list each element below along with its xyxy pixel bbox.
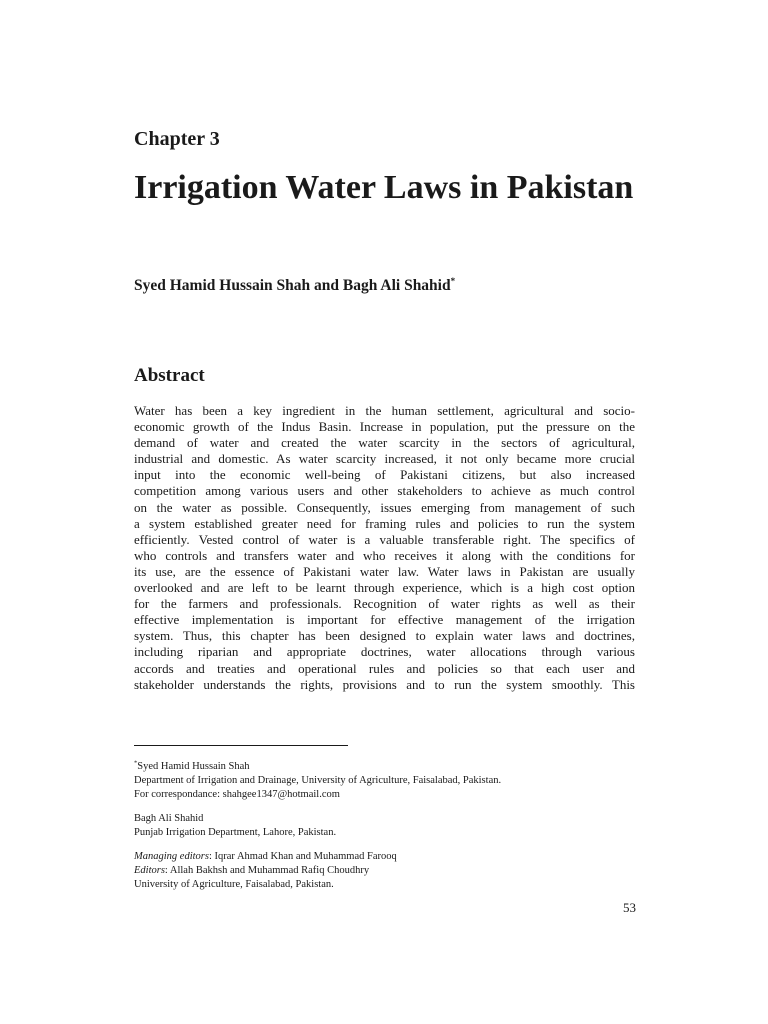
footnotes — [134, 760, 654, 892]
footnote-author1-affiliation: Department of Irrigation and Drainage, University of Agriculture, Faisalabad, Pakistan. — [134, 775, 502, 786]
footnote-author1-name: Syed Hamid Hussain Shah — [137, 761, 250, 772]
footnote-marker: * — [134, 759, 138, 767]
abstract-line: efficiently. Vested control of water is a valuable transferable right. The specifics of — [134, 531, 635, 547]
footnote-author2-affiliation: Punjab Irrigation Department, Lahore, Pakistan. — [134, 827, 337, 838]
abstract-line: Water has been a key ingredient in the human settlement, agricultural and socio- — [134, 403, 635, 418]
footnote-institution: University of Agriculture, Faisalabad, Pakistan. — [134, 879, 334, 890]
footnote-editors — [134, 864, 654, 878]
abstract-line: including riparian and appropriate doctrines, water allocations through various — [134, 644, 635, 660]
footnote-managing-editors — [134, 850, 654, 864]
footnote-divider — [134, 745, 348, 746]
footnote-author1-contact: For correspondance: shahgee1347@hotmail.com — [134, 789, 340, 800]
abstract-line: a system established greater need for framing rules and policies to run the system — [134, 515, 635, 531]
page-number: 53 — [623, 900, 636, 915]
authors-names: Syed Hamid Hussain Shah and Bagh Ali Shahid — [134, 277, 451, 294]
chapter-title: Irrigation Water Laws in Pakistan — [134, 169, 634, 206]
footnote-spacer — [134, 840, 654, 850]
abstract-line: system. Thus, this chapter has been designed to explain water laws and doctrines, — [134, 628, 635, 644]
authors-footnote-marker: * — [450, 275, 456, 286]
abstract-line: stakeholder understands the rights, provisions and to run the system smoothly. This — [134, 676, 635, 692]
abstract-line: who controls and transfers water and who receives it along with the conditions for — [134, 547, 635, 563]
abstract-line: its use, are the essence of Pakistani water law. Water laws in Pakistan are usually — [134, 563, 635, 579]
abstract-line: overlooked and are left to be learnt through experience, which is a high cost option — [134, 580, 635, 596]
chapter-label: Chapter 3 — [134, 128, 220, 150]
abstract-line: for the farmers and professionals. Recognition of water rights as well as their — [134, 596, 635, 612]
footnote-spacer — [134, 802, 654, 812]
editors-label: Editors — [134, 865, 165, 876]
abstract-line: economic growth of the Indus Basin. Increase in population, put the pressure on the — [134, 419, 635, 435]
abstract-heading: Abstract — [134, 365, 205, 386]
abstract-body — [134, 403, 635, 693]
abstract-line: effective implementation is important for effective management of the irrigation — [134, 612, 635, 628]
abstract-line: accords and treaties and operational rules and policies so that each user and — [134, 660, 635, 676]
abstract-line: competition among various users and other stakeholders to achieve as much control — [134, 483, 635, 499]
managing-editors-label: Managing editors — [134, 851, 209, 862]
authors-line — [134, 276, 455, 296]
abstract-line: industrial and domestic. As water scarcity increased, it not only became more crucial — [134, 451, 635, 467]
abstract-line: demand of water and created the water scarcity in the sectors of agricultural, — [134, 435, 635, 451]
abstract-line: on the water as possible. Consequently, issues emerging from management of such — [134, 499, 635, 515]
managing-editors-names: : Iqrar Ahmad Khan and Muhammad Farooq — [208, 851, 397, 862]
abstract-line: input into the economic well-being of Pakistani citizens, but also increased — [134, 467, 635, 483]
editors-names: : Allah Bakhsh and Muhammad Rafiq Choudhry — [164, 865, 370, 876]
footnote-author1-name-line — [134, 760, 654, 774]
footnote-author2-name: Bagh Ali Shahid — [134, 813, 204, 824]
